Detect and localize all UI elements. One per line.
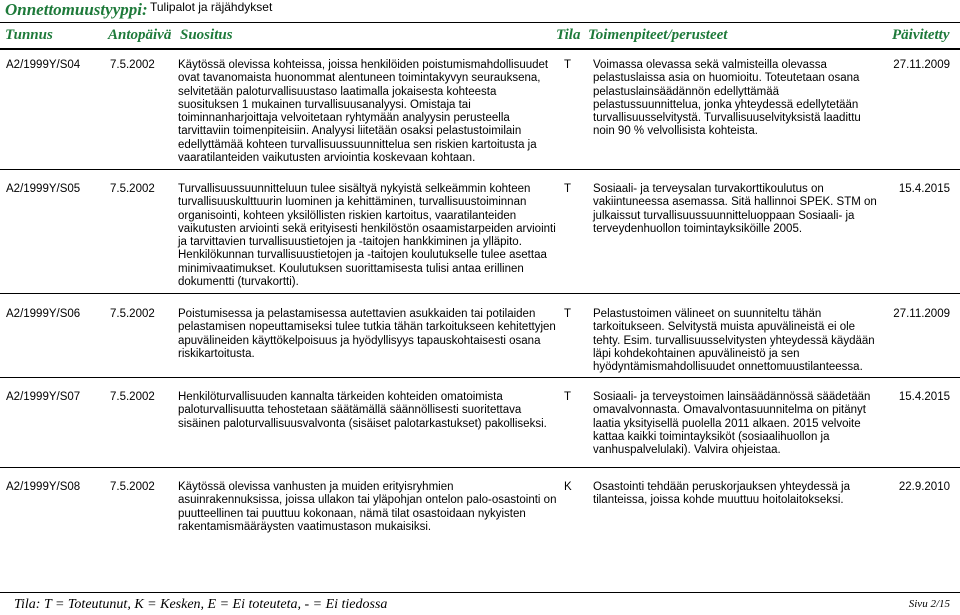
issue-date: 7.5.2002: [110, 59, 155, 71]
recommendation-text: Turvallisuussuunnitteluun tulee sisältyä nykyistä selkeämmin kohteen turvallisuuskulttuurin luominen ja kehittäminen, turvallisuustoiminnan organisointi, kohteen yksilöllisten riskien kartoitus, vaaratilanteiden vaikutusten arviointi sekä erityisesti henkilöstön osaamistarpeiden arviointi ja tarvittavien turvallisuustietojen ja -taitojen hankkiminen ja ylläpito. Henkilökunnan turvallisuustietojen ja -taitojen koulutukselle tulee asettaa minimivaatimukset. Koulutuksen suorittamisesta tulisi antaa erillinen dokumentti (turvakortti).: [178, 183, 556, 289]
column-header-description: Suositus: [180, 27, 233, 43]
column-header-row: [0, 26, 960, 46]
status-value: K: [564, 481, 572, 493]
measures-text: Sosiaali- ja terveystoimen lainsäädännössä säädetään omavalvonnasta. Omavalvontasuunnitelma on pitänyt laatia yksityisellä puolella 2011 alkaen. 2015 velvoite kattaa kaikki toimintayksiköt (sosiaalihuollon ja vanhuspalvelulaki). Valvira ohjeistaa.: [593, 391, 871, 457]
updated-date: 27.11.2009: [893, 308, 950, 320]
recommendation-id: A2/1999Y/S04: [6, 59, 81, 71]
updated-date: 15.4.2015: [898, 391, 950, 403]
row-divider: [0, 169, 960, 170]
header-divider: [0, 22, 960, 23]
footer-divider: [0, 592, 960, 593]
issue-date: 7.5.2002: [110, 183, 155, 195]
issue-date: 7.5.2002: [110, 481, 155, 493]
column-header-id: Tunnus: [5, 27, 53, 43]
status-legend: Tila: T = Toteutunut, K = Kesken, E = Ei toteuteta, - = Ei tiedossa: [14, 597, 388, 612]
row-divider: [0, 467, 960, 468]
accident-type-label: Onnettomuustyyppi:: [5, 0, 148, 19]
status-value: T: [564, 183, 572, 195]
measures-text: Sosiaali- ja terveysalan turvakorttikoulutus on vakiintuneessa asemassa. Sitä hallinnoi SPEK. STM on julkaissut turvallisuussuunnitteluoppaan Sosiaali- ja terveydenhuollon toimintayksiköille 2005.: [593, 183, 877, 235]
column-header-updated: Päivitetty: [892, 27, 950, 43]
recommendation-id: A2/1999Y/S06: [6, 308, 81, 320]
row-divider: [0, 377, 960, 378]
updated-date: 27.11.2009: [893, 59, 950, 71]
updated-date: 15.4.2015: [898, 183, 950, 195]
page-number: Sivu 2/15: [908, 598, 950, 610]
accident-type-value: Tulipalot ja räjähdykset: [150, 0, 273, 14]
recommendation-id: A2/1999Y/S08: [6, 481, 81, 493]
column-header-divider: [0, 48, 960, 50]
column-header-date: Antopäivä: [108, 27, 172, 43]
measures-text: Osastointi tehdään peruskorjauksen yhteydessä ja tilanteissa, joissa kohde muuttuu hoitolaitokseksi.: [593, 481, 850, 507]
recommendation-text: Käytössä olevissa kohteissa, joissa henkilöiden poistumismahdollisuudet ovat tavanomaista huonommat alentuneen toimintakyvyn seurauksena, selvitetään paloturvallisuustaso laatimalla jokaisesta kohteesta suosituksen 1 mukainen turvallisuusanalyysi. Omistaja tai toiminnanharjoittaja velvoitetaan ryhtymään analyysin perusteella tarvittaviin toimenpiteisiin. Analyysi liitetään osaksi pelastustoimilain edellyttämää kohteen turvallisuussuunnittelua sen riskien kartoitusta ja vaaratilanteiden vaikutusten arviointia koskevaan kohtaan.: [178, 59, 549, 165]
measures-text: Voimassa olevassa sekä valmisteilla olevassa pelastuslaissa asia on huomioitu. Toteutetaan osana pelastuslainsäädännön edellyttämää pelastussuunnittelua, jonka yhteydessä edellytetään turvallisuusselvitystä. Turvallisuuselvityksistä laadittu noin 90 % velvollisista kohteista.: [593, 59, 861, 138]
recommendation-text: Käytössä olevissa vanhusten ja muiden erityisryhmien asuinrakennuksissa, joissa ullakon tai yläpohjan ontelon palo-osastointi on puutteellinen tai puuttuu kokonaan, nämä tilat osastoidaan nykyisten rakentamismääräysten vaatimustason mukaisiksi.: [178, 481, 557, 533]
issue-date: 7.5.2002: [110, 308, 155, 320]
recommendation-id: A2/1999Y/S05: [6, 183, 81, 195]
status-value: T: [564, 391, 572, 403]
recommendation-id: A2/1999Y/S07: [6, 391, 81, 403]
measures-text: Pelastustoimen välineet on suunniteltu tähän tarkoitukseen. Selvitystä muista apuvälineistä ei ole tehty. Esim. turvallisuusselvitysten yhteydessä käydään läpi kohdekohtainen apuvälineistö ja sen hyödyntämismahdollisuudet onnettomuustilanteessa.: [593, 308, 875, 374]
column-header-status: Tila: [556, 27, 581, 43]
status-value: T: [564, 59, 572, 71]
column-header-measures: Toimenpiteet/perusteet: [588, 27, 728, 43]
row-divider: [0, 293, 960, 294]
recommendation-text: Henkilöturvallisuuden kannalta tärkeiden kohteiden omatoimista paloturvallisuutta tehostetaan säätämällä säännöllisesti suoritettava sisäinen paloturvallisuusvalvonta (sisäiset palotarkastukset) pakolliseksi.: [178, 391, 547, 430]
status-value: T: [564, 308, 572, 320]
recommendation-text: Poistumisessa ja pelastamisessa autettavien asukkaiden tai potilaiden pelastamisen nopeuttamiseksi tulee tutkia tähän tarkoitukseen kehitettyjen apuvälineiden käyttökelpoisuus ja hyödyllisyys tapauskohtaisesti osana riskikartoitusta.: [178, 308, 556, 360]
issue-date: 7.5.2002: [110, 391, 155, 403]
updated-date: 22.9.2010: [898, 481, 950, 493]
